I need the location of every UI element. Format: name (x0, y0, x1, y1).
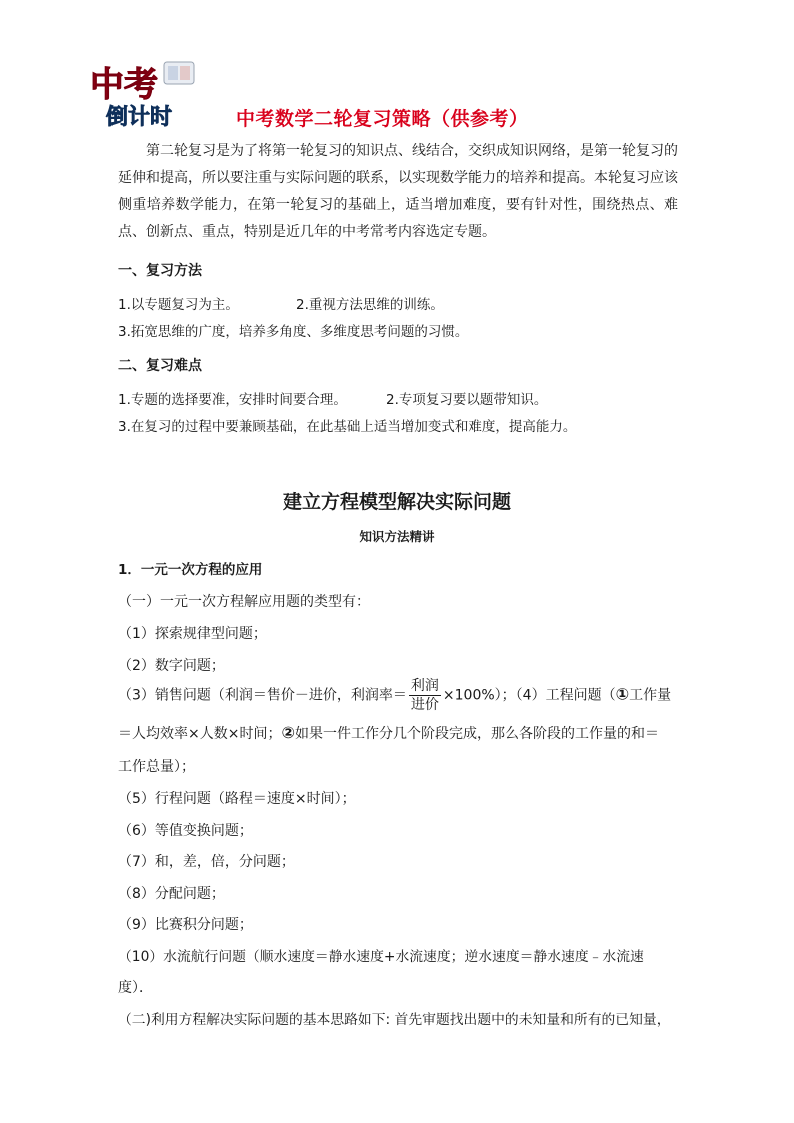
section-heading-methods: 一、复习方法 (118, 263, 202, 279)
method-item-3: 3.拓宽思维的广度，培养多角度、多维度思考问题的习惯。 (118, 324, 469, 340)
topic-line-13: 度）． (118, 980, 153, 996)
method-item-2: 2.重视方法思维的训练。 (296, 297, 444, 313)
circled-one-icon: ① (615, 684, 630, 704)
work-text: 工作量 (629, 687, 672, 704)
topic-line-5 (118, 723, 659, 743)
topic-line-9: （7）和，差，倍，分问题； (118, 854, 295, 870)
topic-line-3: （2）数字问题； (118, 658, 225, 674)
logo-text-1: 中考 (90, 65, 158, 105)
topic-line-4 (118, 677, 671, 714)
topic-line-2: （1）探索规律型问题； (118, 626, 267, 642)
topic-line-6: 工作总量）； (118, 759, 195, 775)
section-heading-difficulties: 二、复习难点 (118, 358, 202, 374)
sales-formula-tail: ×100%）；（4）工程问题（ (442, 687, 616, 704)
method-item-1: 1.以专题复习为主。 (118, 297, 239, 313)
zhongkao-countdown-logo (88, 58, 216, 132)
fraction-numerator: 利润 (410, 678, 439, 694)
work-formula-text: ＝人均效率×人数×时间； (118, 726, 282, 742)
topic-line-1: （一）一元一次方程解应用题的类型有： (118, 594, 370, 610)
topic-line-11: （9）比赛积分问题； (118, 917, 253, 933)
topic-line-10: （8）分配问题； (118, 886, 225, 902)
topic-title: 建立方程模型解决实际问题 (282, 491, 511, 513)
difficulty-item-1: 1.专题的选择要准，安排时间要合理。 (118, 392, 347, 408)
work-stage-text: 如果一件工作分几个阶段完成，那么各阶段的工作量的和＝ (295, 726, 660, 742)
topic-line-8: （6）等值变换问题； (118, 823, 253, 839)
difficulty-item-3: 3.在复习的过程中要兼顾基础，在此基础上适当增加变式和难度，提高能力。 (118, 419, 577, 435)
topic-heading-1: 1．一元一次方程的应用 (118, 562, 263, 578)
topic-line-14: （二)利用方程解决实际问题的基本思路如下: 首先审题找出题中的未知量和所有的已知量， (118, 1012, 671, 1028)
topic-subtitle: 知识方法精讲 (359, 529, 435, 544)
logo-text-2: 倒计时 (106, 105, 173, 130)
topic-line-7: （5）行程问题（路程＝速度×时间）； (118, 791, 356, 807)
sales-formula-text: （3）销售问题（利润＝售价－进价，利润率＝ (118, 687, 407, 704)
profit-fraction (409, 677, 441, 714)
page-title: 中考数学二轮复习策略（供参考） (236, 108, 529, 130)
circled-two-icon: ② (281, 723, 296, 742)
intro-paragraph: 第二轮复习是为了将第一轮复习的知识点、线结合，交织成知识网络，是第一轮复习的延伸和提高，所以要注重与实际问题的联系，以实现数学能力的培养和提高。本轮复习应该侧重培养数学能力，在第一轮复习的基础上，适当增加难度，要有针对性，围绕热点、难点、创新点、重点，特别是近几年的中考常考内容选定专题。 (118, 143, 678, 240)
difficulty-item-2: 2.专项复习要以题带知识。 (386, 392, 548, 408)
fraction-denominator: 进价 (410, 697, 439, 713)
topic-line-12: （10）水流航行问题（顺水速度＝静水速度+水流速度；逆水速度＝静水速度﹣水流速 (118, 949, 644, 965)
